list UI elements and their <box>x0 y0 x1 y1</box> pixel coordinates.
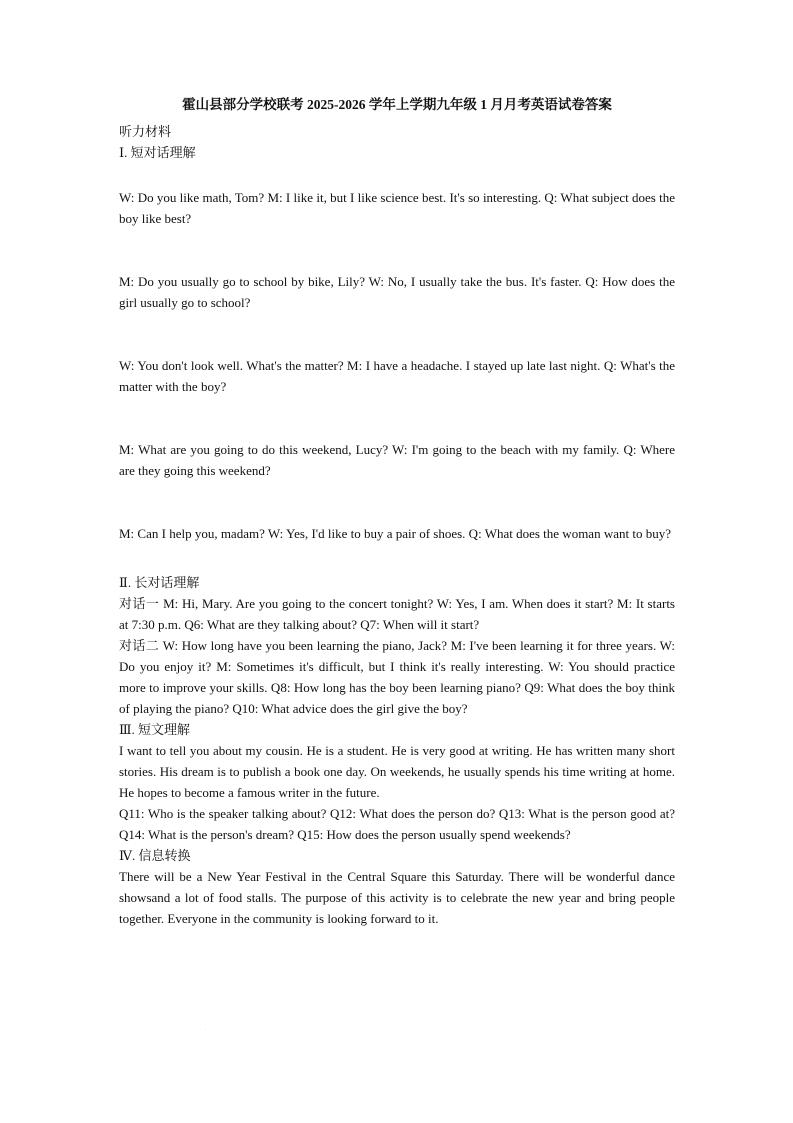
long-dialog-1: 对话一 M: Hi, Mary. Are you going to the concert tonight? W: Yes, I am. When does it start? M: It starts at 7:30 p.m. Q6: What are they talking about? Q7: When will it start? <box>119 596 675 632</box>
page-speck: . <box>205 1026 207 1032</box>
section-4-heading: Ⅳ. 信息转换 <box>119 848 191 863</box>
passage-questions: Q11: Who is the speaker talking about? Q12: What does the person do? Q13: What is the person good at? Q14: What is the person's dream? Q15: How does the person usually spend weekends? <box>119 806 675 842</box>
listening-heading: 听力材料 <box>119 124 172 139</box>
short-dialog-3: W: You don't look well. What's the matter? M: I have a headache. I stayed up late last night. Q: What's the matter with the boy? <box>119 358 675 394</box>
short-dialog-1: W: Do you like math, Tom? M: I like it, but I like science best. It's so interesting. Q: What subject does the boy like best? <box>119 190 675 226</box>
section-2-heading: Ⅱ. 长对话理解 <box>119 575 200 590</box>
long-dialog-2: 对话二 W: How long have you been learning the piano, Jack? M: I've been learning it for three years. W: Do you enjoy it? M: Sometimes it's difficult, but I think it's really interesting. W: You should practice more to improve your skills. Q8: How long has the boy been learning piano? Q9: What does the boy think of playing the piano? Q10: What advice does the girl give the boy? <box>119 638 675 716</box>
document-title: 霍山县部分学校联考 2025-2026 学年上学期九年级 1 月月考英语试卷答案 <box>182 97 612 112</box>
section-1-heading: Ⅰ. 短对话理解 <box>119 145 196 160</box>
passage-text: I want to tell you about my cousin. He is a student. He is very good at writing. He has written many short stories. His dream is to publish a book one day. On weekends, he usually spends his time writing at home. He hopes to become a famous writer in the future. <box>119 743 675 800</box>
short-dialog-4: M: What are you going to do this weekend, Lucy? W: I'm going to the beach with my family. Q: Where are they going this weekend? <box>119 442 675 478</box>
short-dialog-2: M: Do you usually go to school by bike, Lily? W: No, I usually take the bus. It's faster. Q: How does the girl usually go to school? <box>119 274 675 310</box>
document-body <box>119 94 675 929</box>
short-dialog-5: M: Can I help you, madam? W: Yes, I'd like to buy a pair of shoes. Q: What does the woman want to buy? <box>119 526 671 541</box>
section-3-heading: Ⅲ. 短文理解 <box>119 722 191 737</box>
info-transfer-text: There will be a New Year Festival in the Central Square this Saturday. There will be wonderful dance showsand a lot of food stalls. The purpose of this activity is to celebrate the new year and bring people together. Everyone in the community is looking forward to it. <box>119 869 675 926</box>
